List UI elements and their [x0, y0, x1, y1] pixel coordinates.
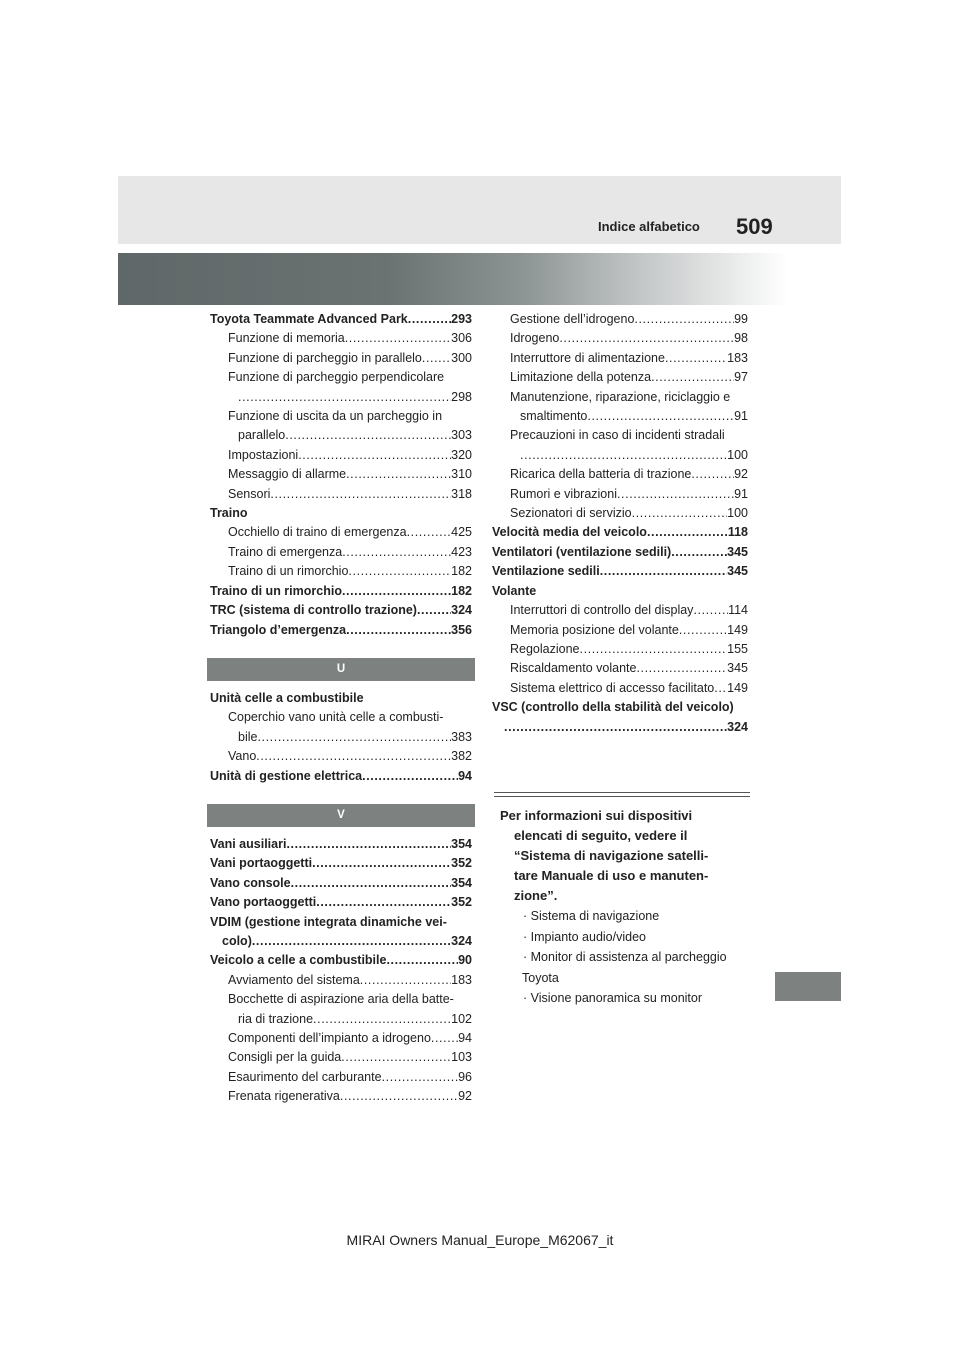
- header-band: [118, 176, 841, 244]
- dot-leader: [587, 407, 734, 426]
- page-number: 509: [736, 214, 773, 239]
- entry-page-number: 293: [451, 312, 472, 326]
- dot-leader: [693, 601, 728, 620]
- dot-leader: [417, 601, 451, 620]
- index-entry: [210, 1010, 472, 1029]
- entry-term: parallelo: [238, 428, 286, 443]
- entry-term: Vani portaoggetti: [210, 856, 313, 871]
- entry-page-number: 303: [451, 428, 472, 443]
- index-entry: [210, 465, 472, 484]
- index-entry: [210, 971, 472, 990]
- index-entry: [492, 485, 748, 504]
- entry-page-number: 306: [451, 331, 472, 346]
- dot-leader: [362, 767, 458, 786]
- section-title: Indice alfabetico: [598, 219, 700, 234]
- dot-leader: [636, 659, 727, 678]
- dot-leader: [422, 349, 451, 368]
- entry-term: Traino di emergenza: [228, 544, 343, 559]
- index-entry: VDIM (gestione integrata dinamiche vei-: [210, 914, 447, 929]
- entry-page-number: 298: [451, 389, 472, 404]
- entry-page-number: 149: [727, 622, 748, 637]
- entry-term: bile: [238, 729, 258, 744]
- note-divider: [494, 792, 750, 797]
- entry-term: ria di trazione: [238, 1011, 314, 1026]
- dot-leader: [313, 1010, 451, 1029]
- dot-leader: [348, 562, 451, 581]
- entry-term: Impostazioni: [228, 447, 299, 462]
- entry-term: Vano: [228, 749, 257, 764]
- index-entry: [210, 854, 472, 873]
- entry-page-number: 345: [727, 564, 748, 579]
- entry-page-number: 102: [451, 1011, 472, 1026]
- entry-term: Triangolo d’emergenza: [210, 622, 347, 637]
- dot-leader: [671, 543, 727, 562]
- index-entry: Unità celle a combustibile: [210, 690, 364, 705]
- index-entry: [210, 388, 472, 407]
- index-column-right: [492, 310, 748, 737]
- entry-page-number: 354: [451, 875, 472, 890]
- entry-term: Messaggio di allarme: [228, 467, 347, 482]
- entry-term: Limitazione della potenza: [510, 370, 652, 385]
- note-list-item: · Sistema di navigazione: [523, 909, 660, 923]
- index-entry: [492, 679, 748, 698]
- letter-heading-v: V: [207, 804, 475, 827]
- entry-term: Regolazione: [510, 641, 580, 656]
- dot-leader: [342, 582, 451, 601]
- dot-leader: [312, 854, 451, 873]
- entry-page-number: 96: [458, 1069, 472, 1084]
- dot-leader: [256, 747, 451, 766]
- dot-leader: [345, 329, 451, 348]
- entry-term: Vani ausiliari: [210, 836, 287, 851]
- dot-leader: [665, 349, 727, 368]
- dot-leader: [600, 562, 727, 581]
- index-entry: [210, 728, 472, 747]
- index-entry: Traino: [210, 506, 248, 521]
- entry-page-number: 114: [728, 603, 748, 618]
- dot-leader: [559, 329, 734, 348]
- dot-leader: [298, 446, 451, 465]
- entry-term: Velocità media del veicolo: [492, 525, 647, 540]
- dot-leader: [285, 426, 451, 445]
- entry-term: Interruttori di controllo del display: [510, 603, 694, 618]
- entry-term: Unità di gestione elettrica: [210, 768, 363, 783]
- index-entries-v: [210, 835, 472, 1107]
- index-entry: [210, 446, 472, 465]
- index-entry: [210, 874, 472, 893]
- dot-leader: [386, 951, 458, 970]
- index-entry: [492, 640, 748, 659]
- dot-leader: [617, 485, 734, 504]
- navigation-note-text: [500, 806, 750, 906]
- dot-leader: [679, 621, 727, 640]
- dot-leader: [580, 640, 728, 659]
- entry-page-number: 91: [734, 486, 748, 501]
- entry-term: TRC (sistema di controllo trazione): [210, 603, 417, 618]
- entry-term: Ventilazione sedili: [492, 564, 600, 579]
- dot-leader: [407, 523, 452, 542]
- entry-page-number: 324: [727, 719, 748, 734]
- entry-page-number: 182: [451, 583, 472, 598]
- navigation-note: [500, 806, 750, 906]
- entry-page-number: 324: [451, 933, 472, 948]
- note-list-item: · Impianto audio/video: [523, 929, 646, 944]
- note-list-item: · Monitor di assistenza al parcheggio: [523, 950, 727, 964]
- note-line: elencati di seguito, vedere il: [514, 828, 688, 843]
- dot-leader: [634, 310, 734, 329]
- dot-leader: [691, 465, 734, 484]
- index-entry: Bocchette di aspirazione aria della batte-: [228, 992, 454, 1007]
- entry-term: Gestione dell’idrogeno: [510, 312, 635, 326]
- dot-leader: [360, 971, 451, 990]
- entry-term: Sensori: [228, 486, 271, 501]
- entry-term: Avviamento del sistema: [228, 972, 360, 987]
- index-entry: Funzione di uscita da un parcheggio in: [228, 409, 443, 424]
- entry-page-number: 324: [451, 603, 472, 618]
- index-entry: [210, 1029, 472, 1048]
- index-entry: [492, 718, 748, 737]
- index-entry: Volante: [492, 583, 537, 598]
- entry-page-number: 310: [451, 467, 472, 482]
- index-entry: [210, 329, 472, 348]
- index-entry: [210, 621, 472, 640]
- entry-page-number: 356: [451, 622, 472, 637]
- index-entry: [210, 601, 472, 620]
- index-entry: [210, 893, 472, 912]
- index-entry: [210, 1048, 472, 1067]
- index-entries-t: [210, 310, 472, 640]
- entry-page-number: 103: [451, 1050, 472, 1065]
- entry-term: Frenata rigenerativa: [228, 1089, 340, 1104]
- entry-term: Idrogeno: [510, 331, 560, 346]
- entry-page-number: 98: [734, 331, 748, 346]
- entry-term: smaltimento: [520, 409, 588, 424]
- index-entry: [492, 446, 748, 465]
- dot-leader: [651, 368, 734, 387]
- dot-leader: [316, 893, 451, 912]
- entry-page-number: 90: [458, 953, 472, 968]
- index-column-left: [210, 310, 472, 1107]
- index-entry: [492, 329, 748, 348]
- letter-heading-u: U: [207, 658, 475, 681]
- dot-leader: [714, 679, 727, 698]
- entry-term: Funzione di memoria: [228, 331, 345, 346]
- dot-leader: [270, 485, 451, 504]
- entry-page-number: 183: [451, 972, 472, 987]
- entry-term: Vano portaoggetti: [210, 895, 317, 910]
- entry-term: Consigli per la guida: [228, 1050, 342, 1065]
- index-entry: [492, 465, 748, 484]
- entry-page-number: 382: [451, 749, 472, 764]
- index-entry: [210, 582, 472, 601]
- entry-page-number: 149: [727, 680, 748, 695]
- dot-leader: [341, 1048, 451, 1067]
- entry-term: Ventilatori (ventilazione sedili): [492, 544, 672, 559]
- dot-leader: [238, 388, 451, 407]
- entry-page-number: 300: [451, 350, 472, 365]
- dot-leader: [257, 728, 451, 747]
- dot-leader: [632, 504, 728, 523]
- index-entry: Manutenzione, riparazione, riciclaggio e: [510, 389, 731, 404]
- dot-leader: [342, 543, 451, 562]
- index-entry: [210, 543, 472, 562]
- dot-leader: [520, 446, 727, 465]
- entry-term: Componenti dell’impianto a idrogeno: [228, 1031, 431, 1045]
- index-entry: [492, 621, 748, 640]
- index-entry: [210, 485, 472, 504]
- index-entry: [492, 504, 748, 523]
- entry-term: Veicolo a celle a combustibile: [210, 953, 387, 968]
- note-line: tare Manuale di uso e manuten-: [514, 868, 709, 883]
- entry-term: Riscaldamento volante: [510, 661, 637, 676]
- index-entry: [492, 523, 748, 542]
- entry-page-number: 425: [451, 525, 472, 540]
- note-line: Per informazioni sui dispositivi: [500, 808, 693, 823]
- entry-page-number: 92: [458, 1089, 472, 1104]
- note-line: “Sistema di navigazione satelli-: [514, 848, 709, 863]
- note-list-item: · Visione panoramica su monitor: [523, 991, 703, 1005]
- dot-leader: [286, 835, 451, 854]
- decorative-gradient-band: [118, 253, 788, 305]
- entry-term: Ricarica della batteria di trazione: [510, 467, 692, 482]
- entry-page-number: 383: [451, 729, 472, 744]
- index-entry: [492, 543, 748, 562]
- entry-page-number: 155: [727, 641, 748, 656]
- entry-page-number: 354: [451, 836, 472, 851]
- entry-page-number: 92: [734, 467, 748, 482]
- navigation-note-list: [523, 906, 753, 1009]
- entry-page-number: 345: [727, 661, 748, 676]
- dot-leader: [431, 1029, 458, 1048]
- dot-leader: [340, 1087, 458, 1106]
- entry-page-number: 320: [451, 447, 472, 462]
- entry-page-number: 91: [734, 409, 748, 424]
- index-entry: [492, 349, 748, 368]
- index-entry: [492, 407, 748, 426]
- index-entry: [210, 932, 472, 951]
- index-entry: [210, 1068, 472, 1087]
- entry-page-number: 183: [727, 350, 748, 365]
- index-entry: [210, 562, 472, 581]
- entry-page-number: 345: [727, 544, 748, 559]
- index-entry: [210, 523, 472, 542]
- index-entry: [210, 835, 472, 854]
- entry-term: Esaurimento del carburante: [228, 1069, 382, 1084]
- dot-leader: [346, 465, 451, 484]
- entry-page-number: 352: [451, 895, 472, 910]
- entry-page-number: 352: [451, 856, 472, 871]
- entry-page-number: 182: [451, 564, 472, 579]
- entry-page-number: 94: [458, 768, 472, 783]
- index-entry: [210, 767, 472, 786]
- entry-page-number: 94: [458, 1031, 472, 1045]
- index-entry: [492, 368, 748, 387]
- dot-leader: [647, 523, 728, 542]
- entry-page-number: 423: [451, 544, 472, 559]
- dot-leader: [504, 718, 727, 737]
- index-entry: [210, 426, 472, 445]
- index-entry: Precauzioni in caso di incidenti stradali: [510, 428, 725, 443]
- index-entry: [492, 310, 748, 329]
- entry-term: Funzione di parcheggio in parallelo: [228, 350, 422, 365]
- entry-page-number: 99: [734, 312, 748, 326]
- dot-leader: [408, 310, 451, 329]
- entry-term: Traino di un rimorchio: [228, 564, 349, 579]
- index-entries-v-continued: [492, 310, 748, 737]
- entry-page-number: 97: [734, 370, 748, 385]
- entry-term: colo): [222, 933, 252, 948]
- entry-page-number: 100: [727, 447, 748, 462]
- entry-term: Occhiello di traino di emergenza: [228, 525, 407, 540]
- entry-term: Interruttore di alimentazione: [510, 350, 665, 365]
- footer-manual-id: MIRAI Owners Manual_Europe_M62067_it: [346, 1232, 614, 1248]
- entry-term: Toyota Teammate Advanced Park: [210, 312, 408, 326]
- index-entry: Coperchio vano unità celle a combusti-: [228, 710, 444, 725]
- entry-term: Traino di un rimorchio: [210, 583, 342, 598]
- entry-term: Sezionatori di servizio: [510, 506, 632, 521]
- index-entry: [492, 562, 748, 581]
- dot-leader: [291, 874, 452, 893]
- entry-term: Memoria posizione del volante: [510, 622, 679, 637]
- entry-term: Vano console: [210, 875, 291, 890]
- index-entry: [210, 349, 472, 368]
- index-entry: [492, 659, 748, 678]
- dot-leader: [252, 932, 451, 951]
- index-entry: VSC (controllo della stabilità del veicolo): [492, 700, 734, 715]
- entry-term: Sistema elettrico di accesso facilitato: [510, 680, 715, 695]
- dot-leader: [346, 621, 451, 640]
- index-entry: [210, 747, 472, 766]
- index-entries-u: [210, 689, 472, 786]
- note-line: zione”.: [514, 888, 558, 903]
- entry-page-number: 100: [727, 506, 748, 521]
- entry-page-number: 118: [727, 525, 748, 540]
- chapter-side-tab: [775, 972, 841, 1001]
- index-entry: [492, 601, 748, 620]
- index-entry: Funzione di parcheggio perpendicolare: [228, 370, 445, 385]
- dot-leader: [382, 1068, 459, 1087]
- note-list-item: Toyota: [522, 970, 559, 985]
- index-entry: [210, 951, 472, 970]
- index-entry: [210, 1087, 472, 1106]
- entry-page-number: 318: [451, 486, 472, 501]
- index-entry: [210, 310, 472, 329]
- entry-term: Rumori e vibrazioni: [510, 486, 617, 501]
